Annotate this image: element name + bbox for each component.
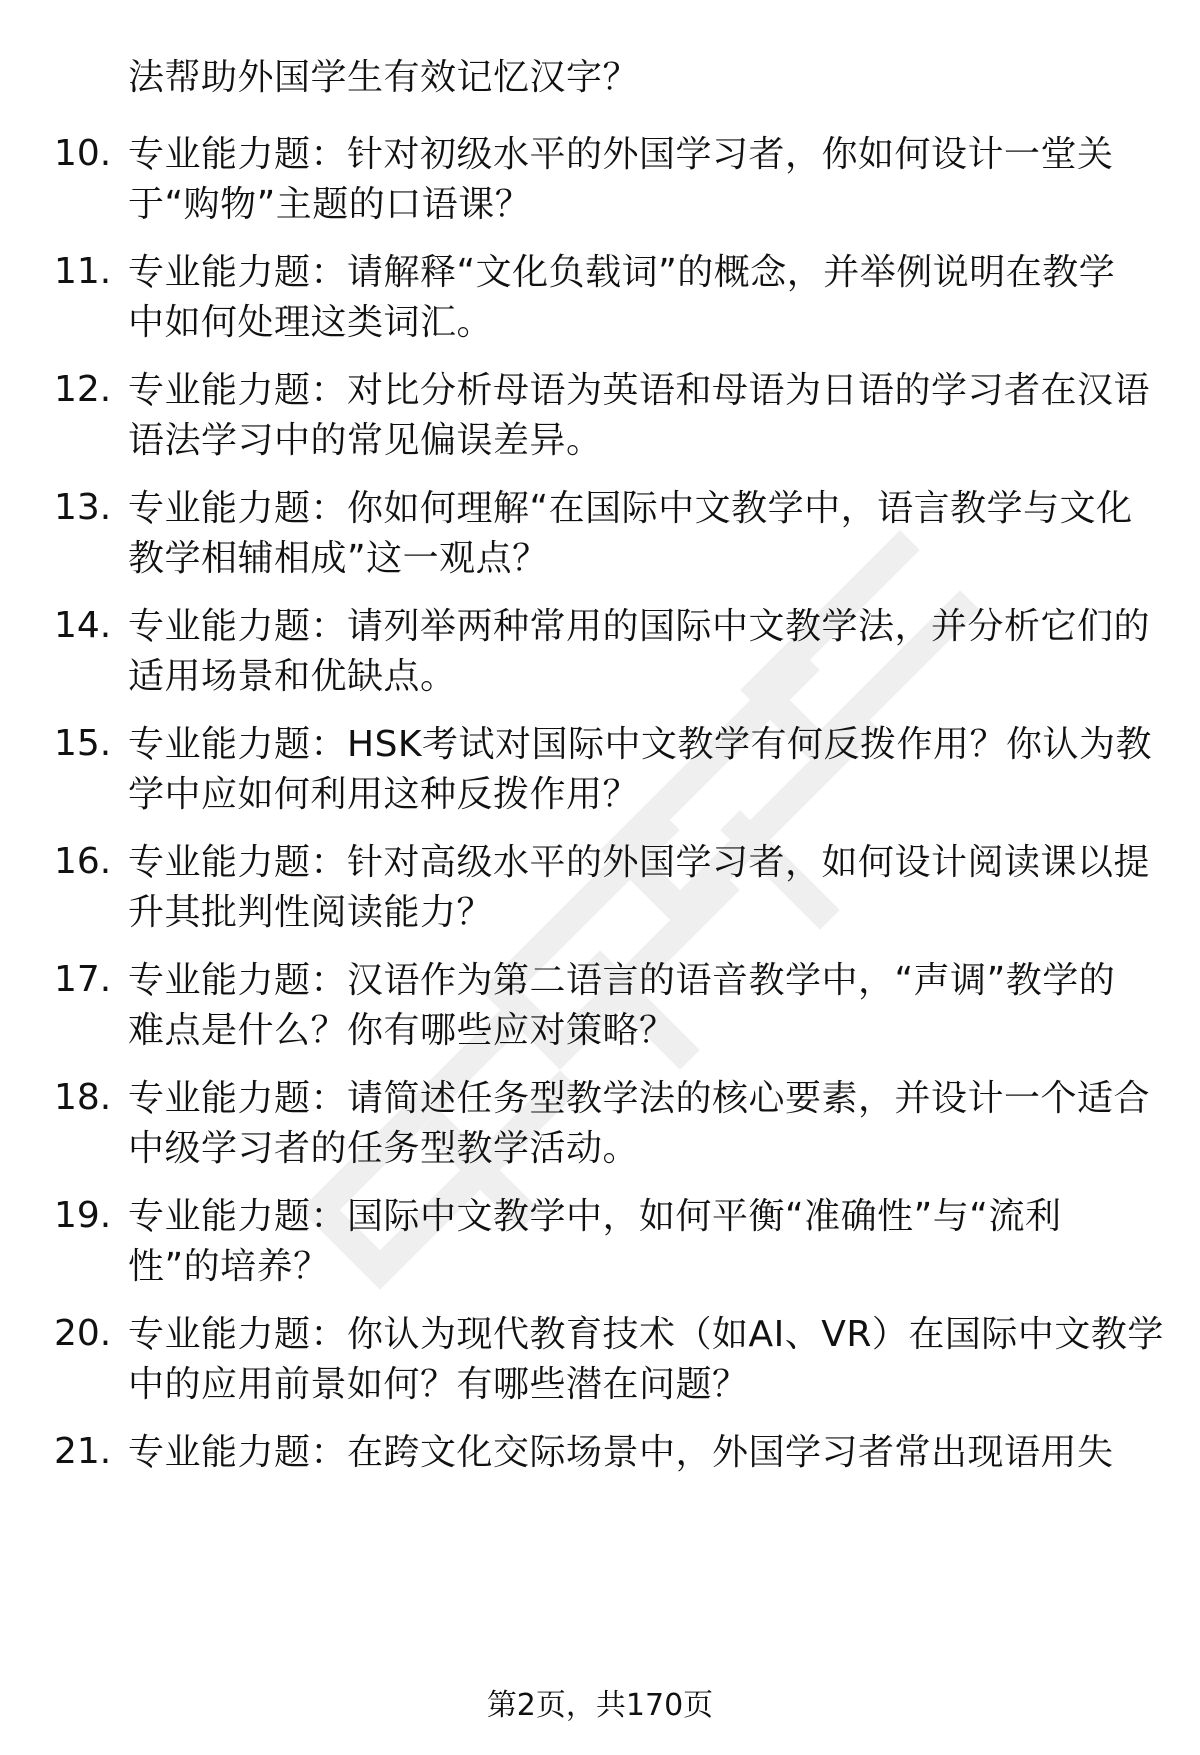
item-number: 12. [54, 369, 112, 410]
item-text [128, 602, 1158, 702]
item-number: 18. [54, 1077, 112, 1118]
page-footer: 第2页，共170页 [486, 1688, 714, 1723]
item-number: 17. [54, 959, 112, 1000]
item-line: 中级学习者的任务型教学活动。 [128, 1128, 640, 1169]
item-text [128, 130, 1158, 230]
item-number: 14. [54, 605, 112, 646]
item-text [128, 1428, 1158, 1478]
item-line: 适用场景和优缺点。 [128, 656, 457, 697]
item-line: 专业能力题：在跨文化交际场景中，外国学习者常出现语用失 [128, 1432, 1114, 1473]
item-line: 语法学习中的常见偏误差异。 [128, 420, 603, 461]
item-number: 15. [54, 723, 112, 764]
item-line: 专业能力题：HSK考试对国际中文教学有何反拨作用？你认为教 [128, 724, 1153, 765]
item-line: 中如何处理这类词汇。 [128, 302, 494, 343]
item-line: 专业能力题：请解释“文化负载词”的概念，并举例说明在教学 [128, 252, 1116, 293]
item-line: 专业能力题：国际中文教学中，如何平衡“准确性”与“流利 [128, 1196, 1062, 1237]
item-text [128, 366, 1158, 466]
item-text [128, 248, 1158, 348]
continuation-line: 法帮助外国学生有效记忆汉字？ [128, 57, 640, 98]
item-line: 专业能力题：请简述任务型教学法的核心要素，并设计一个适合 [128, 1078, 1151, 1119]
item-text [128, 1074, 1158, 1174]
item-line: 专业能力题：请列举两种常用的国际中文教学法，并分析它们的 [128, 606, 1151, 647]
item-number: 19. [54, 1195, 112, 1236]
item-line: 专业能力题：汉语作为第二语言的语音教学中，“声调”教学的 [128, 960, 1116, 1001]
item-number: 21. [54, 1431, 112, 1472]
item-text [128, 838, 1158, 938]
item-line: 性”的培养？ [128, 1246, 330, 1287]
item-line: 专业能力题：针对初级水平的外国学习者，你如何设计一堂关 [128, 134, 1114, 175]
item-line: 专业能力题：对比分析母语为英语和母语为日语的学习者在汉语 [128, 370, 1151, 411]
item-line: 难点是什么？你有哪些应对策略？ [128, 1010, 676, 1051]
item-number: 13. [54, 487, 112, 528]
item-number: 11. [54, 251, 112, 292]
item-line: 专业能力题：针对高级水平的外国学习者，如何设计阅读课以提 [128, 842, 1151, 883]
item-line: 学中应如何利用这种反拨作用？ [128, 774, 640, 815]
item-line: 教学相辅相成”这一观点？ [128, 538, 549, 579]
item-text [128, 484, 1158, 584]
item-line: 中的应用前景如何？有哪些潜在问题？ [128, 1364, 749, 1405]
item-text [128, 1310, 1164, 1410]
item-text [128, 956, 1158, 1056]
item-line: 专业能力题：你认为现代教育技术（如AI、VR）在国际中文教学 [128, 1314, 1164, 1355]
item-line: 于“购物”主题的口语课？ [128, 184, 532, 225]
item-line: 专业能力题：你如何理解“在国际中文教学中，语言教学与文化 [128, 488, 1133, 529]
item-number: 10. [54, 133, 112, 174]
item-text [128, 1192, 1158, 1292]
item-text [128, 720, 1158, 820]
item-number: 20. [54, 1313, 112, 1354]
item-line: 升其批判性阅读能力？ [128, 892, 494, 933]
item-number: 16. [54, 841, 112, 882]
